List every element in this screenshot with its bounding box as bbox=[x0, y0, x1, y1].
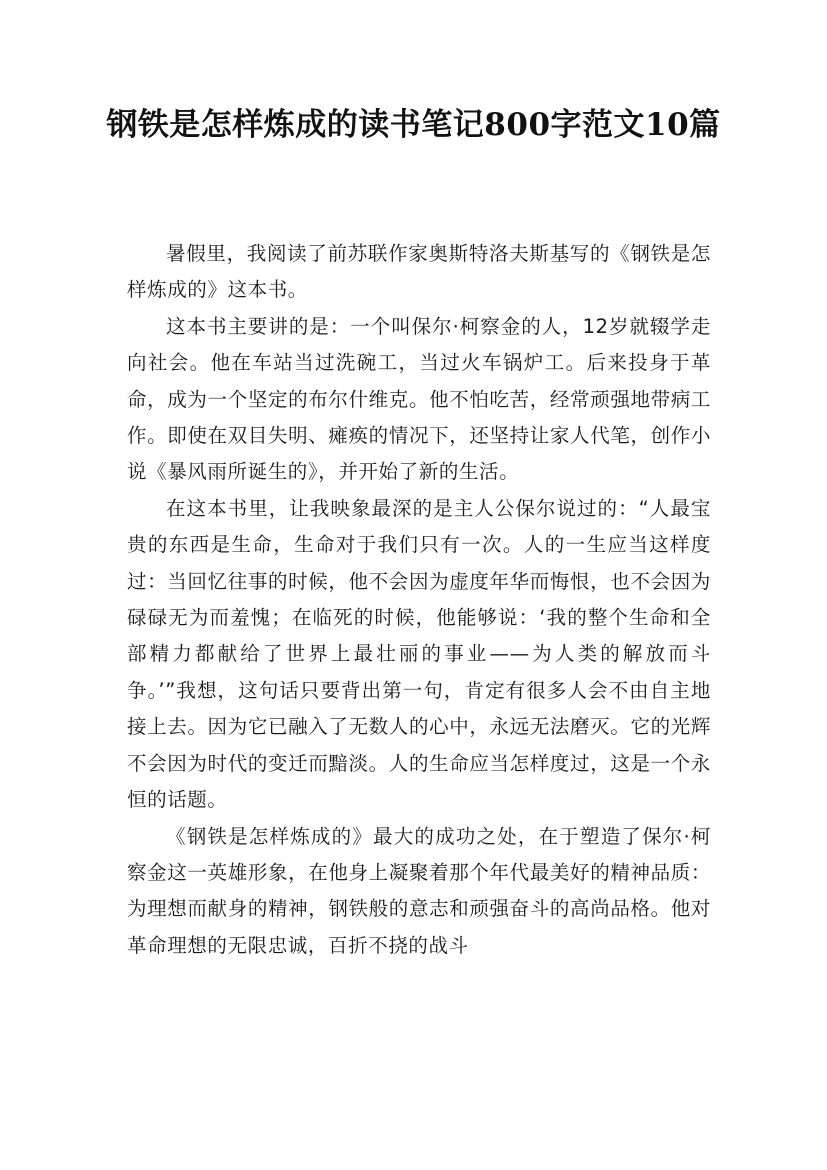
paragraph: 这本书主要讲的是：一个叫保尔·柯察金的人，12岁就辍学走向社会。他在车站当过洗碗工，当过火车锅炉工。后来投身于革命，成为一个坚定的布尔什维克。他不怕吃苦，经常顽强地带病工作。即使在双目失明、瘫痪的情况下，还坚持让家人代笔，创作小说《暴风雨所诞生的》，并开始了新的生活。 bbox=[127, 314, 711, 484]
document-body bbox=[127, 236, 711, 964]
document-title: 钢铁是怎样炼成的读书笔记800字范文10篇 bbox=[106, 107, 721, 143]
paragraph: 《钢铁是怎样炼成的》最大的成功之处，在于塑造了保尔·柯察金这一英雄形象，在他身上凝聚着那个年代最美好的精神品质：为理想而献身的精神，钢铁般的意志和顽强奋斗的高尚品格。他对革命理想的无限忠诚，百折不挠的战斗 bbox=[127, 824, 711, 957]
paragraph: 在这本书里，让我映象最深的是主人公保尔说过的：“人最宝贵的东西是生命，生命对于我们只有一次。人的一生应当这样度过：当回忆往事的时候，他不会因为虚度年华而悔恨，也不会因为碌碌无为而羞愧；在临死的时候，他能够说：‘我的整个生命和全部精力都献给了世界上最壮丽的事业——为人类的解放而斗争。’”我想，这句话只要背出第一句，肯定有很多人会不由自主地接上去。因为它已融入了无数人的心中，永远无法磨灭。它的光辉不会因为时代的变迁而黯淡。人的生命应当怎样度过，这是一个永恒的话题。 bbox=[127, 496, 711, 812]
paragraph: 暑假里，我阅读了前苏联作家奥斯特洛夫斯基写的《钢铁是怎样炼成的》这本书。 bbox=[127, 242, 711, 302]
